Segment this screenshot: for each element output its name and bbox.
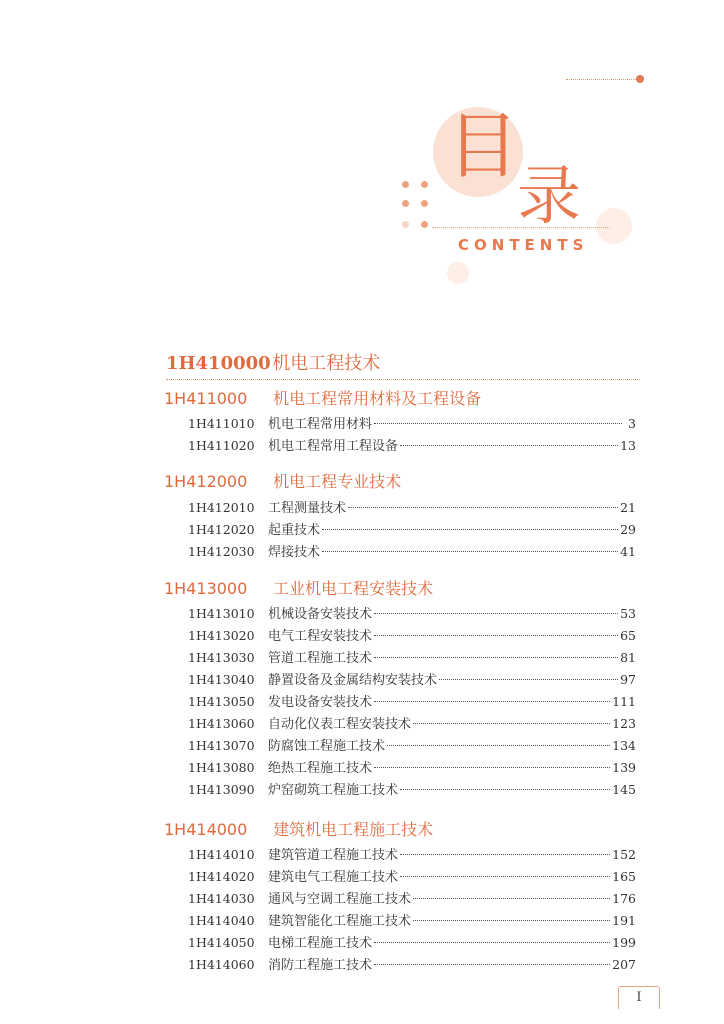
toc-entry[interactable] (188, 954, 636, 974)
entry-code: 1H414040 (188, 913, 255, 928)
contents-title-char: 目 (447, 104, 520, 188)
entry-code: 1H413040 (188, 672, 255, 687)
part-title: 机电工程技术 (272, 353, 381, 374)
dot-leader (374, 613, 618, 614)
dot-leader (374, 657, 618, 658)
entry-title: 建筑电气工程施工技术 (268, 870, 399, 885)
entry-page: 152 (612, 847, 636, 862)
entry-code: 1H413090 (188, 782, 255, 797)
decorative-dot (421, 200, 428, 207)
entry-title: 工程测量技术 (268, 501, 347, 516)
dot-leader (374, 635, 618, 636)
dot-leader (322, 529, 618, 530)
entry-page: 145 (612, 782, 636, 797)
entry-page: 207 (612, 957, 636, 972)
toc-entry[interactable] (188, 888, 636, 908)
decorative-dot (636, 75, 644, 83)
entry-page: 134 (612, 738, 636, 753)
part-code: 1H410000 (166, 353, 271, 374)
toc-entry[interactable] (188, 844, 636, 864)
dot-leader (400, 789, 610, 790)
chapter-title: 建筑机电工程施工技术 (273, 820, 434, 839)
entry-page: 65 (620, 628, 636, 643)
entry-title: 焊接技术 (268, 545, 321, 560)
chapter-code: 1H414000 (164, 820, 248, 839)
entry-title: 电气工程安装技术 (268, 629, 373, 644)
chapter-heading[interactable] (164, 817, 644, 840)
decorative-circle (447, 262, 469, 284)
entry-code: 1H413060 (188, 716, 255, 731)
toc-entry[interactable] (188, 691, 636, 711)
entry-code: 1H412020 (188, 522, 255, 537)
decorative-dot (402, 181, 409, 188)
dot-leader (413, 920, 610, 921)
toc-entry[interactable] (188, 757, 636, 777)
chapter-code: 1H412000 (164, 472, 248, 491)
toc-entry[interactable] (188, 735, 636, 755)
contents-subtitle: CONTENTS (458, 236, 589, 254)
decorative-dot (421, 181, 428, 188)
dot-leader (413, 723, 610, 724)
entry-page: 3 (628, 416, 636, 431)
entry-page: 21 (620, 500, 636, 515)
chapter-title: 机电工程常用材料及工程设备 (273, 389, 482, 408)
entry-page: 123 (612, 716, 636, 731)
chapter-heading[interactable] (164, 469, 644, 492)
entry-page: 81 (620, 650, 636, 665)
entry-page: 41 (620, 544, 636, 559)
toc-entry[interactable] (188, 669, 636, 689)
entry-page: 13 (620, 438, 636, 453)
part-heading (166, 349, 640, 380)
chapter-heading[interactable] (164, 386, 644, 409)
entry-page: 111 (612, 694, 636, 709)
entry-title: 炉窑砌筑工程施工技术 (268, 783, 399, 798)
toc-entry[interactable] (188, 603, 636, 623)
chapter-title: 机电工程专业技术 (273, 472, 402, 491)
entry-code: 1H413010 (188, 606, 255, 621)
dot-leader (374, 942, 610, 943)
toc-entry[interactable] (188, 625, 636, 645)
decorative-dot (421, 221, 428, 228)
entry-page: 199 (612, 935, 636, 950)
entry-code: 1H413070 (188, 738, 255, 753)
toc-entry[interactable] (188, 435, 636, 455)
toc-entry[interactable] (188, 866, 636, 886)
entry-title: 起重技术 (268, 523, 321, 538)
entry-title: 机械设备安装技术 (268, 607, 373, 622)
entry-title: 通风与空调工程施工技术 (268, 892, 412, 907)
entry-title: 电梯工程施工技术 (268, 936, 373, 951)
chapter-title: 工业机电工程安装技术 (273, 579, 434, 598)
entry-code: 1H414020 (188, 869, 255, 884)
decorative-dotted-line (432, 227, 610, 228)
toc-entry[interactable] (188, 497, 636, 517)
chapter-code: 1H413000 (164, 579, 248, 598)
page-number: I (618, 986, 660, 1009)
entry-page: 97 (620, 672, 636, 687)
entry-title: 防腐蚀工程施工技术 (268, 739, 386, 754)
decorative-dotted-line (566, 79, 638, 80)
entry-title: 机电工程常用工程设备 (268, 439, 399, 454)
contents-title-char: 录 (517, 160, 581, 234)
entry-code: 1H412030 (188, 544, 255, 559)
entry-code: 1H411010 (188, 416, 255, 431)
dot-leader (400, 876, 610, 877)
entry-page: 176 (612, 891, 636, 906)
dot-leader (374, 701, 610, 702)
entry-page: 165 (612, 869, 636, 884)
decorative-dot (402, 221, 409, 228)
chapter-heading[interactable] (164, 576, 644, 599)
dot-leader (374, 423, 622, 424)
entry-title: 建筑智能化工程施工技术 (268, 914, 412, 929)
decorative-dot (402, 200, 409, 207)
entry-page: 139 (612, 760, 636, 775)
dot-leader (374, 964, 610, 965)
entry-title: 机电工程常用材料 (268, 417, 373, 432)
dot-leader (413, 898, 610, 899)
entry-code: 1H413050 (188, 694, 255, 709)
dot-leader (387, 745, 610, 746)
decorative-circle (596, 208, 632, 244)
entry-title: 自动化仪表工程安装技术 (268, 717, 412, 732)
toc-entry[interactable] (188, 932, 636, 952)
entry-page: 29 (620, 522, 636, 537)
entry-title: 消防工程施工技术 (268, 958, 373, 973)
entry-title: 建筑管道工程施工技术 (268, 848, 399, 863)
dot-leader (400, 854, 610, 855)
toc-entry[interactable] (188, 713, 636, 733)
dot-leader (348, 507, 618, 508)
entry-code: 1H414060 (188, 957, 255, 972)
dot-leader (322, 551, 618, 552)
dot-leader (400, 445, 618, 446)
entry-title: 绝热工程施工技术 (268, 761, 373, 776)
toc-entry[interactable] (188, 519, 636, 539)
entry-code: 1H412010 (188, 500, 255, 515)
entry-title: 静置设备及金属结构安装技术 (268, 673, 438, 688)
toc-entry[interactable] (188, 779, 636, 799)
toc-entry[interactable] (188, 910, 636, 930)
entry-code: 1H413030 (188, 650, 255, 665)
toc-entry[interactable] (188, 647, 636, 667)
entry-page: 53 (620, 606, 636, 621)
entry-title: 管道工程施工技术 (268, 651, 373, 666)
dot-leader (374, 767, 610, 768)
entry-code: 1H414010 (188, 847, 255, 862)
entry-title: 发电设备安装技术 (268, 695, 373, 710)
dot-leader (439, 679, 618, 680)
entry-code: 1H411020 (188, 438, 255, 453)
entry-code: 1H413080 (188, 760, 255, 775)
entry-code: 1H414050 (188, 935, 255, 950)
toc-entry[interactable] (188, 541, 636, 561)
entry-page: 191 (612, 913, 636, 928)
entry-code: 1H413020 (188, 628, 255, 643)
toc-entry[interactable] (188, 413, 636, 433)
chapter-code: 1H411000 (164, 389, 248, 408)
entry-code: 1H414030 (188, 891, 255, 906)
